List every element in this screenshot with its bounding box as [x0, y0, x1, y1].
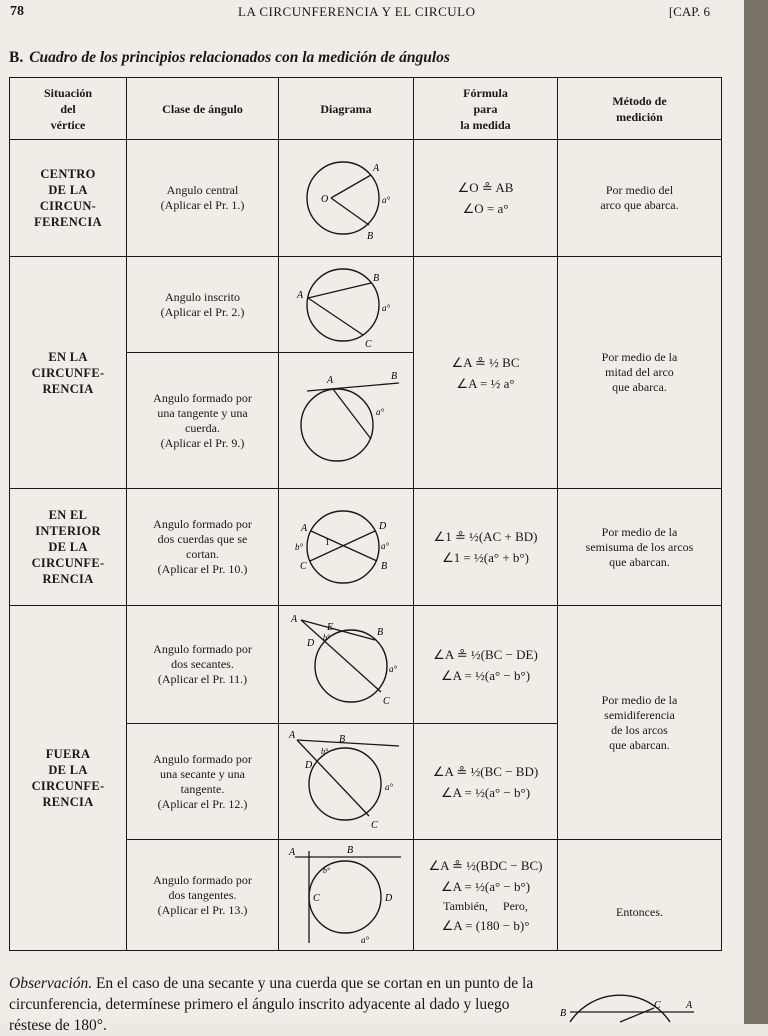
- label-b: B: [373, 272, 380, 284]
- principles-table: [9, 77, 722, 951]
- label-a: A: [289, 847, 296, 858]
- diagram-cell-two-tangents: [279, 840, 414, 951]
- label-arc-a: a°: [381, 541, 390, 551]
- vertex-on-circle: EN LA CIRCUNFE- RENCIA: [10, 257, 127, 489]
- two-secants-diagram: [287, 610, 405, 720]
- label-arc-b: b°: [323, 632, 331, 642]
- label-a: A: [327, 374, 334, 386]
- table-row-center: [10, 140, 722, 257]
- section-letter: B.: [9, 49, 24, 66]
- diagram-cell-secant-tangent: [279, 724, 414, 840]
- label-c: C: [313, 893, 320, 904]
- label-c: C: [300, 561, 307, 572]
- label-b: B: [560, 1008, 567, 1019]
- also-label: También,: [443, 898, 488, 913]
- label-c: C: [365, 338, 372, 349]
- formula-central-2: ∠O = a°: [462, 201, 509, 216]
- method-central: Por medio del arco que abarca.: [558, 140, 722, 257]
- angle-class-two-tangents: Angulo formado por dos tangentes. (Aplicar el Pr. 13.): [127, 840, 279, 951]
- label-b: B: [391, 370, 398, 382]
- label-b: B: [339, 733, 346, 745]
- label-arc: a°: [382, 195, 391, 205]
- label-arc-b: b°: [323, 866, 331, 875]
- angle-class-two-chords: Angulo formado por dos cuerdas que se cortan. (Aplicar el Pr. 10.): [127, 489, 279, 606]
- diagram-cell-inscribed: [279, 257, 414, 353]
- formula-two-tangents-1: ∠A ≗ ½(BDC − BC): [428, 857, 543, 873]
- label-b: B: [381, 561, 388, 572]
- formula-central: [414, 140, 558, 257]
- label-e: E: [327, 621, 334, 633]
- header-angle-class: Clase de ángulo: [127, 78, 279, 140]
- formula-interior-2: ∠1 = ½(a° + b°): [442, 550, 529, 565]
- section-heading: [9, 49, 450, 67]
- diagram-cell-central: [279, 140, 414, 257]
- label-c: C: [371, 819, 378, 831]
- angle-class-tangent-chord: Angulo formado por una tangente y una cuerda. (Aplicar el Pr. 9.): [127, 353, 279, 489]
- table-row-inscribed: [10, 257, 722, 353]
- formula-also-but: [414, 897, 557, 915]
- formula-on-circle-1: ∠A ≗ ½ BC: [451, 354, 520, 370]
- label-a: A: [297, 289, 304, 301]
- vertex-exterior: FUERA DE LA CIRCUNFE- RENCIA: [10, 606, 127, 951]
- angle-class-two-secants: Angulo formado por dos secantes. (Aplicar el Pr. 11.): [127, 606, 279, 724]
- label-d: D: [305, 759, 313, 771]
- vertex-center: CENTRO DE LA CIRCUN- FERENCIA: [10, 140, 127, 257]
- angle-class-central: Angulo central (Aplicar el Pr. 1.): [127, 140, 279, 257]
- formula-interior-1: ∠1 ≗ ½(AC + BD): [433, 529, 538, 544]
- method-two-tangents: [558, 840, 722, 951]
- header-formula: Fórmula para la medida: [414, 78, 558, 140]
- header-method: Método de medición: [558, 78, 722, 140]
- label-a: A: [289, 729, 296, 741]
- label-b: B: [367, 231, 374, 242]
- label-arc-b: b°: [295, 542, 304, 552]
- formula-two-tangents-2: ∠A = ½(a° − b°): [440, 878, 531, 894]
- observation-text: En el caso de una secante y una cuerda que se cortan en un punto de la circunferencia, determínese primero el ángulo inscrito adyacente al dado y luego réstese de 180°.: [9, 975, 534, 1034]
- angle-class-secant-tangent: Angulo formado por una secante y una tangente. (Aplicar el Pr. 12.): [127, 724, 279, 840]
- diagram-cell-tangent-chord: [279, 353, 414, 489]
- formula-two-tangents-3: ∠A = (180 − b)°: [441, 917, 530, 933]
- then-label: Entonces.: [616, 905, 663, 919]
- formula-two-secants: [414, 606, 558, 724]
- running-head: [10, 4, 710, 22]
- formula-two-secants-2: ∠A = ½(a° − b°): [440, 667, 531, 683]
- table-header-row: [10, 78, 722, 140]
- formula-two-tangents: [414, 840, 558, 951]
- formula-secant-tangent-2: ∠A = ½(a° − b°): [440, 784, 531, 800]
- label-d: D: [379, 521, 387, 532]
- formula-interior: [414, 489, 558, 606]
- diagram-cell-two-chords: [279, 489, 414, 606]
- formula-on-circle: [414, 257, 558, 489]
- label-c: C: [383, 695, 390, 707]
- label-arc-a: a°: [361, 935, 370, 945]
- header-diagram: Diagrama: [279, 78, 414, 140]
- label-d: D: [385, 893, 393, 904]
- central-angle-diagram: [291, 153, 401, 243]
- table-row-interior: [10, 489, 722, 606]
- label-b: B: [377, 626, 384, 638]
- page-edge: [744, 0, 768, 1024]
- label-d: D: [307, 637, 315, 649]
- chapter-label: [CAP. 6: [668, 4, 710, 19]
- formula-two-secants-1: ∠A ≗ ½(BC − DE): [433, 646, 538, 662]
- label-arc-b: b°: [321, 746, 329, 756]
- label-arc-a: a°: [385, 781, 394, 792]
- method-on-circle: Por medio de la mitad del arco que abarca.: [558, 257, 722, 489]
- formula-central-1: ∠O ≗ AB: [457, 180, 514, 195]
- table-row-two-secants: [10, 606, 722, 724]
- label-arc: a°: [376, 406, 385, 417]
- label-arc-a: a°: [389, 663, 398, 674]
- but-label: Pero,: [502, 898, 528, 913]
- angle-class-inscribed: Angulo inscrito (Aplicar el Pr. 2.): [127, 257, 279, 353]
- inscribed-angle-diagram: [291, 261, 401, 349]
- page-number: 78: [10, 4, 24, 19]
- observation-label: Observación.: [9, 975, 93, 992]
- observation-paragraph: [9, 973, 539, 1036]
- running-title: LA CIRCUNFERENCIA Y EL CIRCULO: [238, 4, 476, 19]
- label-a: A: [301, 523, 308, 534]
- label-angle-1: 1: [325, 537, 330, 547]
- label-a: A: [373, 163, 380, 174]
- secant-tangent-diagram: [287, 728, 405, 836]
- label-c: C: [654, 1000, 661, 1011]
- formula-secant-tangent: [414, 724, 558, 840]
- header-vertex: Situación del vértice: [10, 78, 127, 140]
- method-interior: Por medio de la semisuma de los arcos que abarcan.: [558, 489, 722, 606]
- label-a: A: [291, 613, 298, 625]
- label-o: O: [321, 194, 329, 205]
- diagram-cell-two-secants: [279, 606, 414, 724]
- tangent-chord-diagram: [287, 371, 405, 471]
- two-chords-diagram: [291, 507, 401, 587]
- formula-secant-tangent-1: ∠A ≗ ½(BC − BD): [432, 763, 539, 779]
- section-title: Cuadro de los principios relacionados con la medición de ángulos: [29, 49, 450, 66]
- method-exterior: Por medio de la semidiferencia de los arcos que abarcan.: [558, 606, 722, 840]
- formula-on-circle-2: ∠A = ½ a°: [456, 375, 515, 391]
- observation-diagram: [560, 994, 700, 1024]
- label-arc: a°: [382, 302, 391, 313]
- label-b: B: [347, 845, 354, 856]
- vertex-interior: EN EL INTERIOR DE LA CIRCUNFE- RENCIA: [10, 489, 127, 606]
- label-a: A: [686, 1000, 693, 1011]
- two-tangents-diagram: [287, 843, 405, 947]
